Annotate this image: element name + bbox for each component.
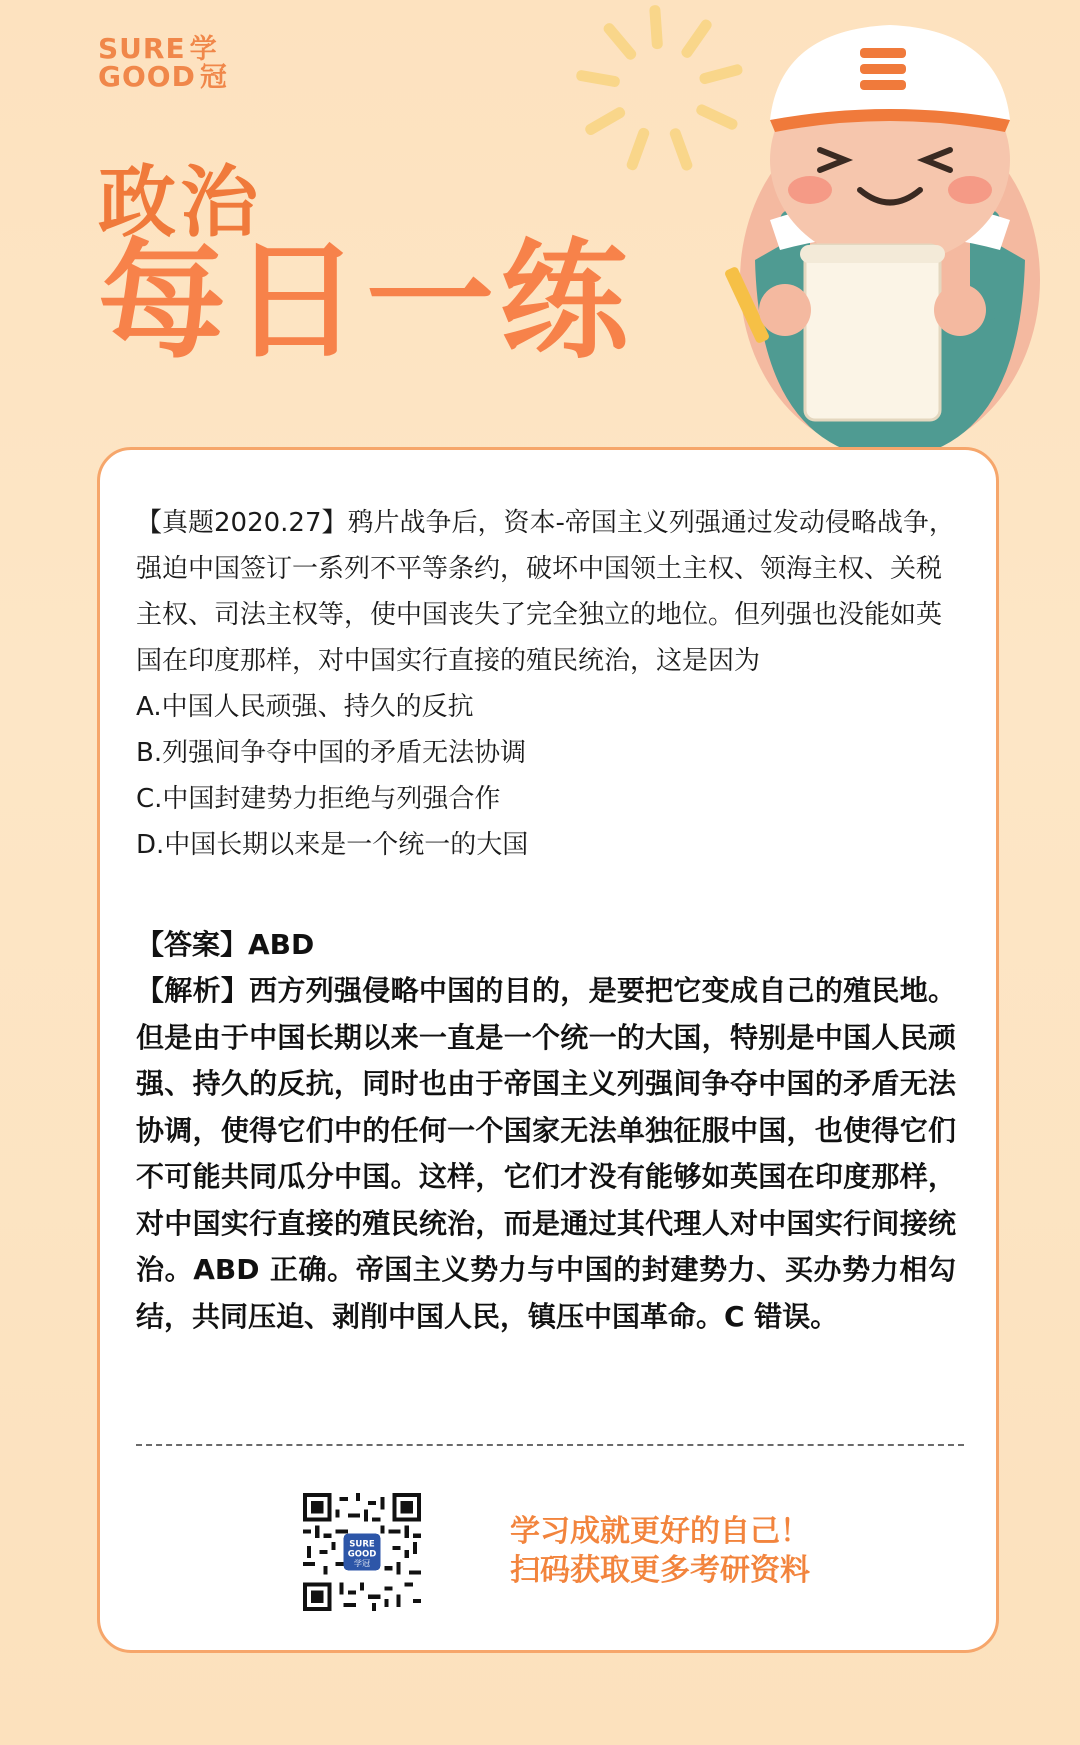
- dashed-divider: [136, 1444, 964, 1446]
- option-d: D.中国长期以来是一个统一的大国: [136, 830, 529, 860]
- answer-block: [136, 922, 956, 968]
- brand-line1-cn: 学: [189, 33, 218, 65]
- qr-center-mid: GOOD: [347, 1549, 377, 1560]
- question-block: [136, 500, 956, 868]
- question-card: [97, 447, 999, 1653]
- analysis-text: 【解析】西方列强侵略中国的目的，是要把它变成自己的殖民地。但是由于中国长期以来一直是一个统一的大国，特别是中国人民顽强、持久的反抗，同时也由于帝国主义列强间争夺中国的矛盾无法协调，使得它们中的任何一个国家无法单独征服中国，也使得它们不可能共同瓜分中国。这样，它们才没有能够如英国在印度那样，对中国实行直接的殖民统治，而是通过其代理人对中国实行间接统治。ABD 正确。帝国主义势力与中国的封建势力、买办势力相勾结，共同压迫、剥削中国人民，镇压中国革命。C 错误。: [136, 974, 956, 1333]
- brand-logo: [98, 32, 228, 93]
- answer-label: 【答案】ABD: [136, 928, 315, 961]
- option-a: A.中国人民顽强、持久的反抗: [136, 692, 474, 722]
- mascot-illustration: [700, 10, 1070, 470]
- qr-code-icon[interactable]: [303, 1493, 421, 1611]
- brand-line2-cn: 冠: [199, 61, 228, 93]
- qr-center-top: SURE: [349, 1539, 375, 1550]
- qr-center-bot: 学冠: [353, 1558, 371, 1569]
- brand-line1: SURE: [98, 32, 186, 65]
- question-stem: 【真题2020.27】鸦片战争后，资本-帝国主义列强通过发动侵略战争，强迫中国签订一系列不平等条约，破坏中国领土主权、领海主权、关税主权、司法主权等，使中国丧失了完全独立的地位。但列强也没能如英国在印度那样，对中国实行直接的殖民统治，这是因为: [136, 508, 955, 676]
- footer-slogan: [510, 1512, 810, 1590]
- slogan-line2: 扫码获取更多考研资料: [510, 1553, 810, 1588]
- brand-line2: GOOD: [98, 60, 196, 93]
- option-c: C.中国封建势力拒绝与列强合作: [136, 784, 501, 814]
- option-b: B.列强间争夺中国的矛盾无法协调: [136, 738, 527, 768]
- subject-title: 政治: [98, 158, 263, 248]
- page-title: 每日一练: [98, 227, 635, 376]
- slogan-line1: 学习成就更好的自己！: [510, 1514, 810, 1549]
